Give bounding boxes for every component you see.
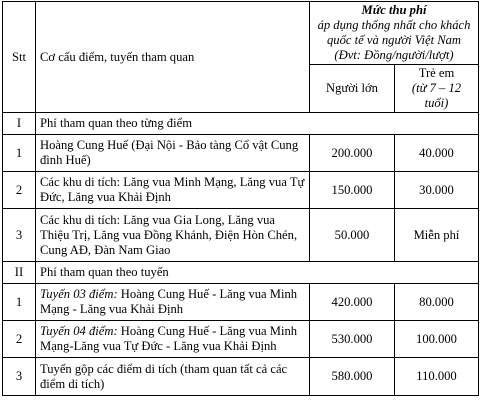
table-row (3, 209, 479, 262)
section-row (3, 113, 479, 135)
table-row (3, 358, 479, 396)
table-row (3, 135, 479, 172)
row-child-fee: 100.000 (395, 321, 479, 358)
fee-table (2, 1, 479, 396)
section-number: I (3, 113, 36, 135)
row-adult-fee: 50.000 (310, 209, 395, 262)
row-description: Tuyến gộp các điểm di tích (tham quan tất cả các điểm di tích) (36, 358, 310, 396)
row-child-fee: 40.000 (395, 135, 479, 172)
row-adult-fee: 530.000 (310, 321, 395, 358)
header-structure: Cơ cấu điểm, tuyến tham quan (36, 2, 310, 113)
row-child-fee: 110.000 (395, 358, 479, 396)
row-child-fee: 80.000 (395, 284, 479, 321)
row-description: Các khu di tích: Lăng vua Minh Mạng, Lăng vua Tự Đức, Lăng vua Khải Định (36, 172, 310, 209)
fee-title: Mức thu phí (361, 3, 427, 17)
child-age-label: (từ 7 – 12 tuổi) (411, 81, 462, 110)
table-row (3, 321, 479, 358)
row-description (36, 321, 310, 358)
table-row (3, 284, 479, 321)
section-title: Phí tham quan theo từng điểm (36, 113, 479, 135)
route-label: Tuyến 03 điểm: (40, 287, 118, 301)
section-row (3, 262, 479, 284)
fee-subtitle: áp dụng thống nhất cho khách quốc tế và người Việt Nam (Đvt: Đồng/người/lượt) (317, 18, 471, 62)
header-child (395, 65, 479, 113)
row-adult-fee: 580.000 (310, 358, 395, 396)
row-number: 2 (3, 172, 36, 209)
table-row (3, 172, 479, 209)
row-child-fee: 30.000 (395, 172, 479, 209)
row-adult-fee: 150.000 (310, 172, 395, 209)
header-stt: Stt (3, 2, 36, 113)
header-fee (310, 2, 479, 65)
adult-label: Người lớn (326, 81, 378, 95)
row-description: Hoàng Cung Huế (Đại Nội - Bảo tàng Cổ vật Cung đình Huế) (36, 135, 310, 172)
row-child-fee: Miễn phí (395, 209, 479, 262)
row-number: 1 (3, 284, 36, 321)
row-adult-fee: 200.000 (310, 135, 395, 172)
row-number: 3 (3, 209, 36, 262)
row-number: 1 (3, 135, 36, 172)
route-description: Hoàng Cung Huế - Lăng vua Minh Mạng - Lăng vua Khải Định (40, 287, 298, 316)
section-number: II (3, 262, 36, 284)
header-adult (310, 65, 395, 113)
route-description: Hoàng Cung Huế - Lăng vua Minh Mạng-Lăng vua Tự Đức - Lăng vua Khải Định (40, 324, 298, 353)
row-number: 2 (3, 321, 36, 358)
row-adult-fee: 420.000 (310, 284, 395, 321)
section-title: Phí tham quan theo tuyến (36, 262, 479, 284)
route-label: Tuyến 04 điểm: (40, 324, 118, 338)
row-number: 3 (3, 358, 36, 396)
row-description (36, 284, 310, 321)
child-label: Trẻ em (418, 66, 455, 80)
row-description: Các khu di tích: Lăng vua Gia Long, Lăng vua Thiệu Trị, Lăng vua Đồng Khánh, Điện Hòn Chén, Cung AĐ, Đàn Nam Giao (36, 209, 310, 262)
